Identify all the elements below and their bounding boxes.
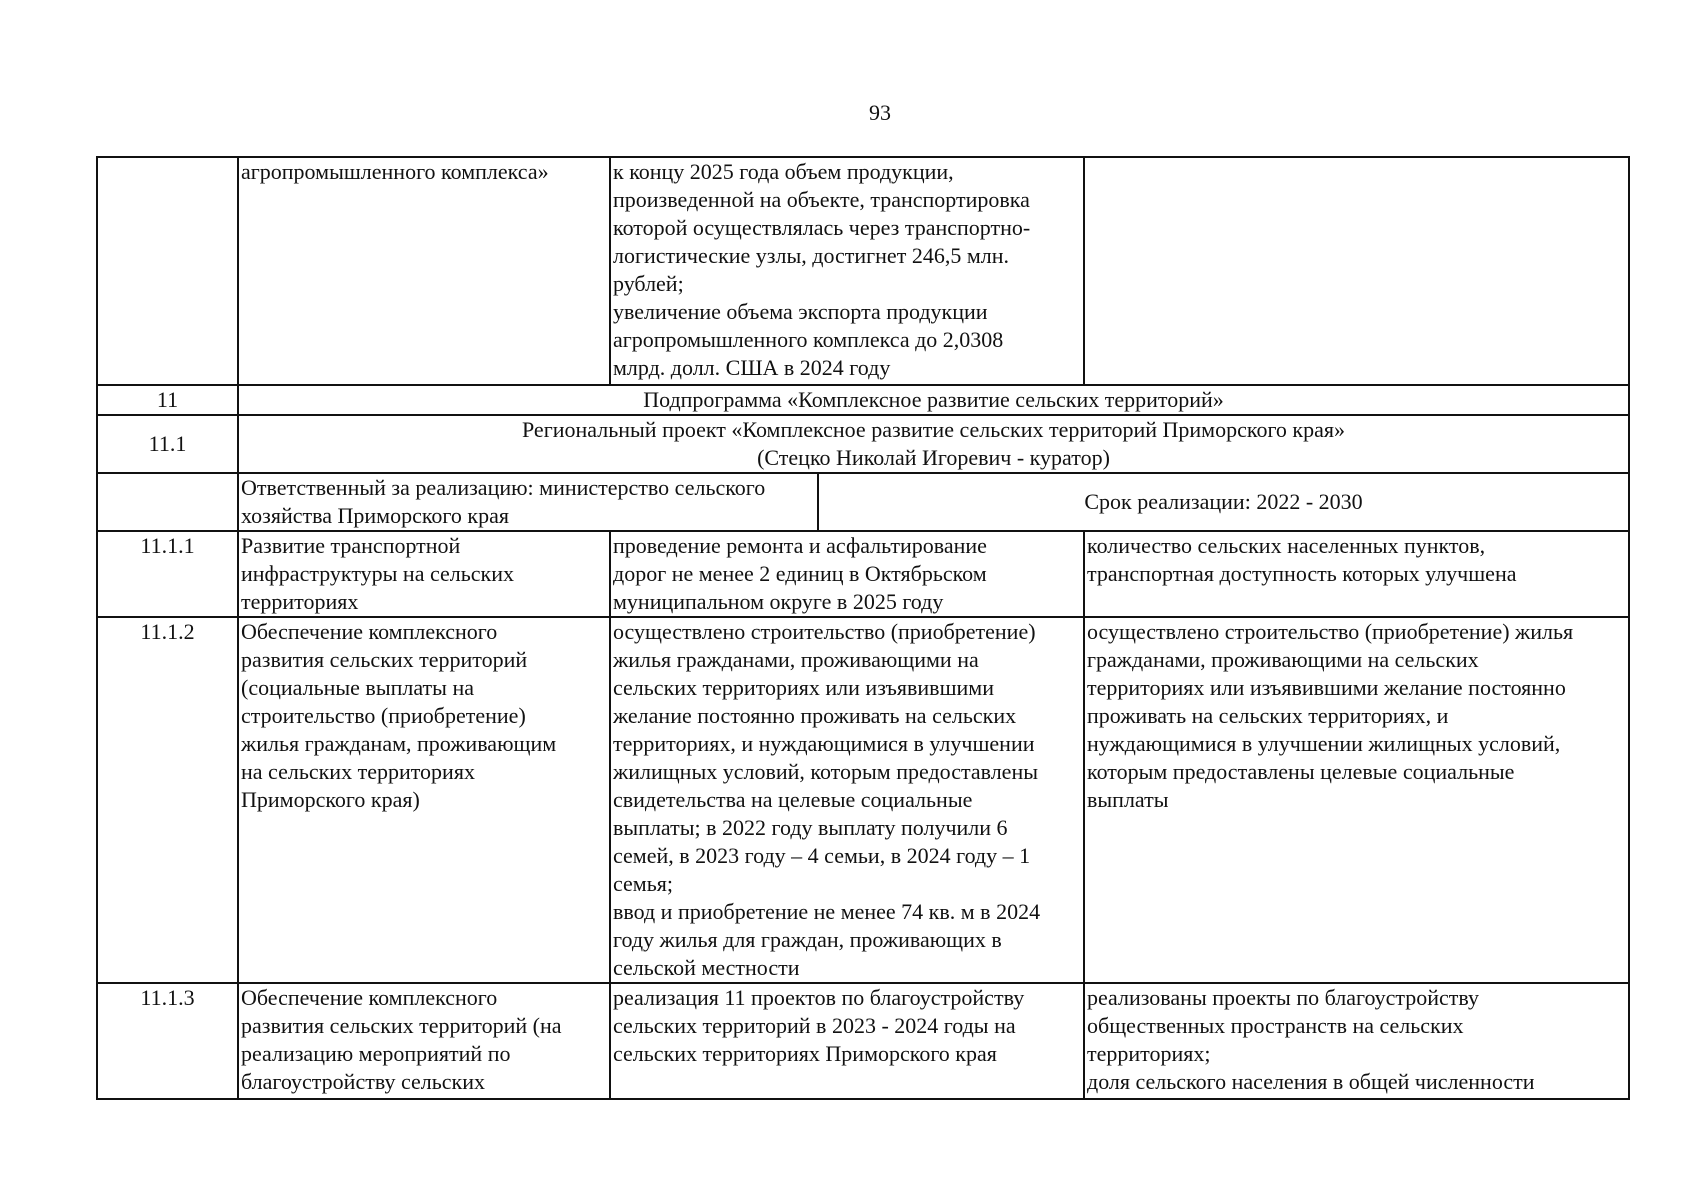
event-name-cell: Обеспечение комплексного развития сельских территорий (социальные выплаты на строительство (приобретение) жилья гражданам, проживающим на сельских территориях Приморского края)	[238, 617, 610, 983]
event-name-cell: Обеспечение комплексного развития сельских территорий (на реализацию мероприятий по благоустройству сельских	[238, 983, 610, 1099]
page-number: 93	[869, 100, 891, 125]
indicator-cell: реализованы проекты по благоустройству общественных пространств на сельских территориях; доля сельского населения в общей численности	[1084, 983, 1629, 1099]
row-number: 11.1.3	[97, 983, 238, 1099]
responsible-row	[97, 473, 1629, 531]
indicator-cell	[1084, 157, 1629, 385]
table-row	[97, 983, 1629, 1099]
subprogram-row	[97, 385, 1629, 415]
regional-project-title: Региональный проект «Комплексное развитие сельских территорий Приморского края» (Стецко Николай Игоревич - куратор)	[238, 415, 1629, 473]
expected-result-cell: проведение ремонта и асфальтирование дорог не менее 2 единиц в Октябрьском муниципальном округе в 2025 году	[610, 531, 1084, 617]
program-table	[96, 156, 1630, 1100]
row-number: 11.1.1	[97, 531, 238, 617]
subprogram-title: Подпрограмма «Комплексное развитие сельских территорий»	[238, 385, 1629, 415]
indicator-cell: количество сельских населенных пунктов, транспортная доступность которых улучшена	[1084, 531, 1629, 617]
expected-result-cell: осуществлено строительство (приобретение) жилья гражданами, проживающими на сельских территориях или изъявившими желание постоянно проживать на сельских территориях, и нуждающимися в улучшении жилищных условий, которым предоставлены свидетельства на целевые социальные выплаты; в 2022 году выплату получили 6 семей, в 2023 году – 4 семьи, в 2024 году – 1 семья; ввод и приобретение не менее 74 кв. м в 2024 году жилья для граждан, проживающих в сельской местности	[610, 617, 1084, 983]
event-name-cell: Развитие транспортной инфраструктуры на сельских территориях	[238, 531, 610, 617]
table-row	[97, 157, 1629, 385]
responsible-executor: Ответственный за реализацию: министерство сельского хозяйства Приморского края	[238, 473, 818, 531]
expected-result-cell: реализация 11 проектов по благоустройству сельских территорий в 2023 - 2024 годы на сельских территориях Приморского края	[610, 983, 1084, 1099]
expected-result-cell: к концу 2025 года объем продукции, произведенной на объекте, транспортировка которой осуществлялась через транспортно- логистические узлы, достигнет 246,5 млн. рублей; увеличение объема экспорта продукции агропромышленного комплекса до 2,0308 млрд. долл. США в 2024 году	[610, 157, 1084, 385]
row-number: 11.1.2	[97, 617, 238, 983]
empty-number-cell	[97, 473, 238, 531]
regional-project-row	[97, 415, 1629, 473]
row-number	[97, 157, 238, 385]
regional-project-number: 11.1	[97, 415, 238, 473]
implementation-term: Срок реализации: 2022 - 2030	[818, 473, 1629, 531]
table-row	[97, 617, 1629, 983]
indicator-cell: осуществлено строительство (приобретение) жилья гражданами, проживающими на сельских территориях или изъявившими желание постоянно проживать на сельских территориях, и нуждающимися в улучшении жилищных условий, которым предоставлены целевые социальные выплаты	[1084, 617, 1629, 983]
table-row	[97, 531, 1629, 617]
subprogram-number: 11	[97, 385, 238, 415]
event-name-cell: агропромышленного комплекса»	[238, 157, 610, 385]
